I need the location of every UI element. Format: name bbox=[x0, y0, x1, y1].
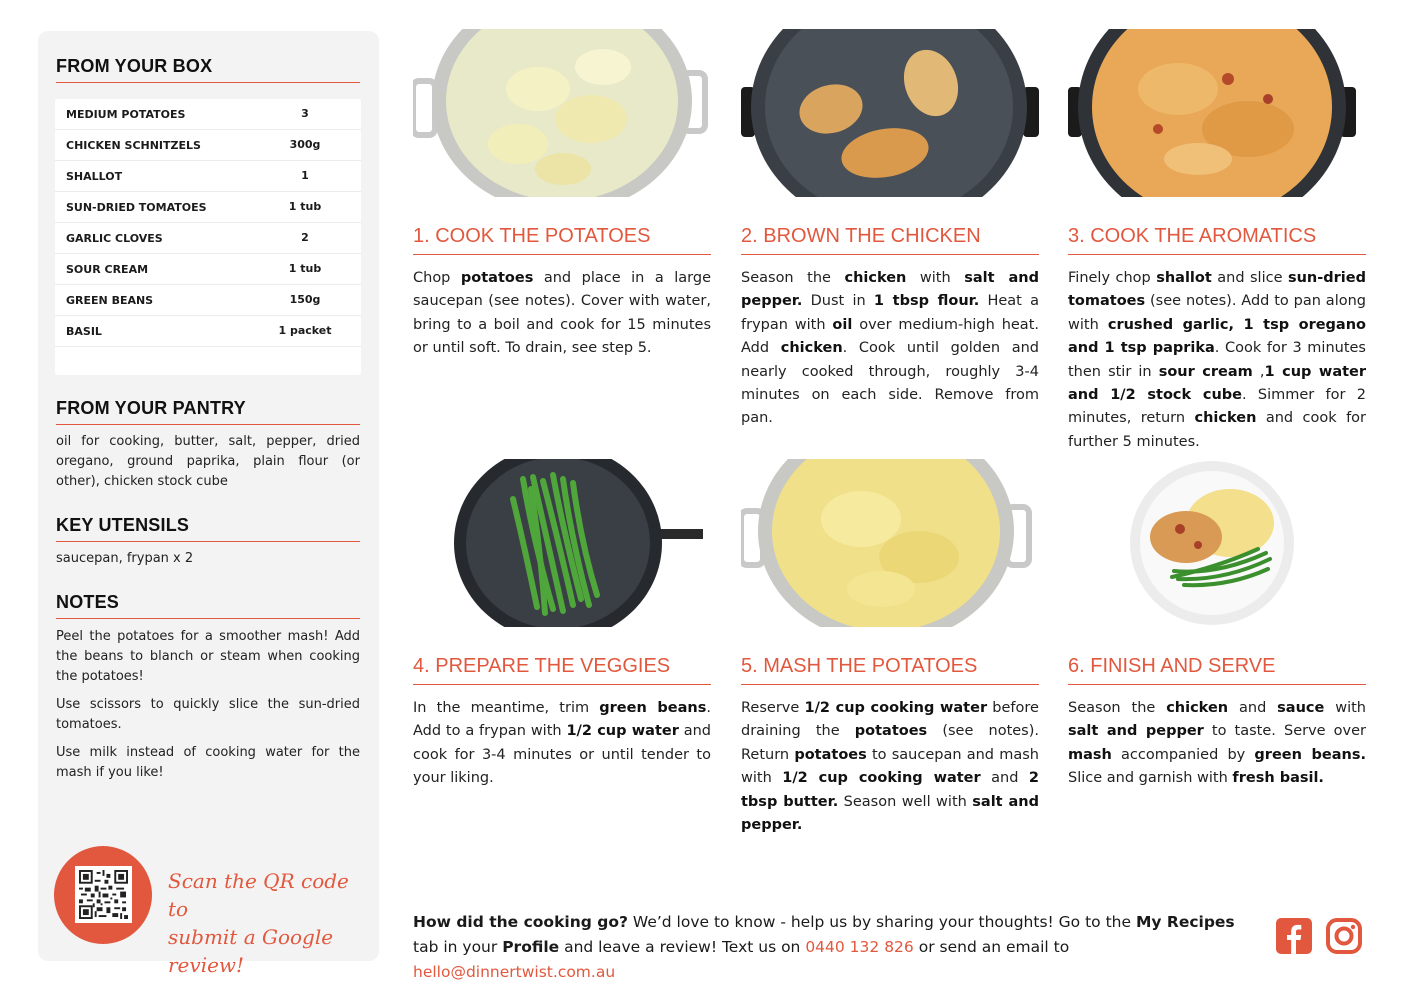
step-text-run: to saucepan and mash with bbox=[741, 746, 1039, 787]
qr-caption bbox=[168, 867, 368, 979]
step-6-title: 6. FINISH AND SERVE bbox=[1068, 655, 1366, 685]
pot-mash-image bbox=[741, 459, 1039, 627]
step-text-emphasis: oil bbox=[832, 316, 853, 333]
step-text-emphasis: potatoes bbox=[460, 270, 534, 286]
step-text-run: and place in a large saucepan (see notes). Cover with water, bring to a boil and cook for 15 minutes or until soft. To drain, see step 5. bbox=[413, 270, 712, 357]
frypan-chicken-image bbox=[741, 29, 1039, 197]
qr-code-icon bbox=[79, 870, 128, 919]
step-text-run: with bbox=[1324, 700, 1366, 716]
ingredient-name: BASIL bbox=[66, 325, 102, 338]
step-text-emphasis: crushed garlic, 1 tsp oregano and 1 tsp paprika bbox=[1068, 316, 1366, 357]
note-item: Use scissors to quickly slice the sun-dried tomatoes. bbox=[56, 697, 360, 732]
facebook-icon-graphic bbox=[1276, 918, 1312, 954]
step-text-run: (see notes). Return bbox=[741, 723, 1039, 763]
step-4-photo bbox=[413, 459, 711, 627]
table-row bbox=[55, 254, 361, 285]
step-text-emphasis: shallot bbox=[1156, 270, 1212, 286]
step-text-run: to taste. Serve over bbox=[1203, 723, 1367, 740]
table-row bbox=[55, 316, 361, 347]
step-text-run: . Add to a frypan with bbox=[413, 700, 711, 740]
pan-aromatics-image bbox=[1068, 29, 1366, 197]
step-text-emphasis: chicken bbox=[844, 270, 907, 286]
step-text-emphasis: potatoes bbox=[854, 723, 928, 740]
ingredient-name: SOUR CREAM bbox=[66, 263, 149, 276]
step-text-run: . Simmer for 2 minutes, return bbox=[1068, 387, 1366, 427]
step-text-run: . Cook until golden and nearly cooked through, roughly 3-4 minutes on each side. Remove from pan. bbox=[741, 340, 1039, 427]
step-5-text bbox=[741, 697, 1039, 837]
plated-meal-image bbox=[1068, 459, 1366, 627]
note-item: Use milk instead of cooking water for the mash if you like! bbox=[56, 745, 360, 780]
step-text-emphasis: fresh basil. bbox=[1232, 770, 1324, 787]
ingredient-qty: 1 tub bbox=[288, 262, 322, 275]
ingredient-qty: 300g bbox=[289, 138, 321, 151]
phone-link[interactable]: 0440 132 826 bbox=[805, 938, 914, 956]
step-text-emphasis: sauce bbox=[1277, 700, 1325, 716]
step-1-photo bbox=[413, 29, 711, 197]
instagram-icon-graphic bbox=[1326, 918, 1362, 954]
step-text-emphasis: salt and pepper. bbox=[741, 270, 1039, 310]
table-row bbox=[55, 223, 361, 254]
step-text-run: In the meantime, trim bbox=[413, 700, 600, 716]
notes-heading: NOTES bbox=[56, 592, 360, 619]
ingredient-qty: 2 bbox=[301, 231, 309, 244]
step-text-run: (see notes). Add to pan along with bbox=[1068, 293, 1366, 333]
step-text-run: and bbox=[980, 770, 1029, 787]
profile-link[interactable]: Profile bbox=[502, 938, 560, 956]
table-row bbox=[55, 192, 361, 223]
table-row bbox=[55, 285, 361, 316]
step-text-emphasis: 1/2 cup cooking water bbox=[804, 700, 988, 716]
step-text-run: . Cook for 3 minutes then stir in bbox=[1068, 340, 1366, 380]
step-text-run: Chop bbox=[413, 270, 461, 286]
ingredient-name: GREEN BEANS bbox=[66, 294, 154, 307]
qr-caption-line: Scan the QR code to bbox=[168, 869, 349, 921]
from-your-box-heading: FROM YOUR BOX bbox=[56, 56, 360, 83]
footer-text: We’d love to know - help us by sharing your thoughts! Go to the bbox=[627, 913, 1136, 931]
step-text-emphasis: chicken bbox=[1194, 410, 1257, 427]
step-text-emphasis: sun-dried tomatoes bbox=[1068, 270, 1366, 310]
key-utensils-heading: KEY UTENSILS bbox=[56, 515, 360, 542]
ingredient-qty: 1 bbox=[301, 169, 309, 182]
ingredient-name: GARLIC CLOVES bbox=[66, 232, 163, 245]
step-2-text bbox=[741, 267, 1039, 431]
review-footer bbox=[413, 910, 1263, 985]
facebook-icon[interactable] bbox=[1276, 918, 1312, 954]
step-text-run: and slice bbox=[1211, 270, 1288, 286]
step-text-run: Heat a frypan with bbox=[741, 293, 1039, 333]
step-text-run: with bbox=[906, 270, 965, 286]
step-1-title: 1. COOK THE POTATOES bbox=[413, 225, 711, 255]
ingredient-qty: 3 bbox=[301, 107, 309, 120]
step-2-title: 2. BROWN THE CHICKEN bbox=[741, 225, 1039, 255]
frypan-green-beans-image bbox=[413, 459, 711, 627]
step-2-photo bbox=[741, 29, 1039, 197]
ingredients-table bbox=[55, 99, 361, 375]
step-text-emphasis: 1/2 cup cooking water bbox=[782, 770, 981, 787]
step-text-emphasis: salt and pepper. bbox=[741, 793, 1039, 834]
step-text-run: , bbox=[1252, 363, 1265, 380]
step-text-run: Reserve bbox=[741, 700, 805, 716]
step-text-run: and cook for 3-4 minutes or until tender to your liking. bbox=[413, 723, 711, 787]
ingredient-name: SUN-DRIED TOMATOES bbox=[66, 201, 207, 214]
step-text-run: before draining the bbox=[741, 700, 1039, 740]
pot-potatoes-image bbox=[413, 29, 711, 197]
my-recipes-link[interactable]: My Recipes bbox=[1135, 913, 1235, 931]
step-text-run: Dust in bbox=[802, 293, 874, 310]
ingredient-name: SHALLOT bbox=[66, 170, 123, 183]
step-text-run: Season the bbox=[741, 270, 845, 286]
footer-question: How did the cooking go? bbox=[413, 913, 628, 931]
step-text-emphasis: chicken bbox=[780, 340, 843, 357]
note-item: Peel the potatoes for a smoother mash! Add the beans to blanch or steam when cooking the potatoes! bbox=[56, 629, 360, 684]
ingredient-qty: 1 packet bbox=[278, 324, 332, 337]
step-6-text bbox=[1068, 697, 1366, 791]
ingredient-qty: 150g bbox=[289, 293, 321, 306]
step-text-emphasis: green beans. bbox=[1254, 746, 1367, 763]
step-text-run: Season well with bbox=[838, 793, 973, 810]
pantry-text: oil for cooking, butter, salt, pepper, dried oregano, ground paprika, plain flour (or other), chicken stock cube bbox=[56, 434, 360, 489]
from-your-pantry-heading: FROM YOUR PANTRY bbox=[56, 398, 360, 425]
step-5-title: 5. MASH THE POTATOES bbox=[741, 655, 1039, 685]
step-text-emphasis: sour cream bbox=[1158, 363, 1253, 380]
step-text-emphasis: potatoes bbox=[794, 746, 867, 763]
step-text-run: and cook for further 5 minutes. bbox=[1068, 410, 1367, 450]
step-4-title: 4. PREPARE THE VEGGIES bbox=[413, 655, 711, 685]
step-3-text bbox=[1068, 267, 1366, 454]
utensils-text: saucepan, frypan x 2 bbox=[56, 551, 194, 566]
table-row bbox=[55, 161, 361, 192]
qr-code-badge[interactable] bbox=[54, 846, 152, 944]
footer-text: and leave a review! Text us on bbox=[559, 938, 806, 956]
step-text-run: accompanied by bbox=[1111, 746, 1255, 763]
step-text-run: Slice and garnish with bbox=[1068, 770, 1233, 787]
step-4-text bbox=[413, 697, 711, 791]
step-6-photo bbox=[1068, 459, 1366, 627]
table-row bbox=[55, 99, 361, 130]
qr-caption-line: submit a Google review! bbox=[168, 925, 334, 977]
step-5-photo bbox=[741, 459, 1039, 627]
step-text-run: over medium-high heat. Add bbox=[741, 316, 1039, 357]
instagram-icon[interactable] bbox=[1326, 918, 1362, 954]
step-text-emphasis: green beans bbox=[599, 700, 707, 716]
ingredients-sidebar bbox=[38, 31, 379, 977]
step-text-run: Season the bbox=[1068, 700, 1167, 716]
step-text-run: and bbox=[1228, 700, 1278, 716]
step-text-run: Finely chop bbox=[1068, 270, 1157, 286]
step-text-emphasis: salt and pepper bbox=[1068, 723, 1204, 740]
step-text-emphasis: 1 tbsp flour. bbox=[873, 293, 980, 310]
step-text-emphasis: mash bbox=[1068, 746, 1112, 763]
qr-code[interactable] bbox=[75, 866, 132, 923]
step-3-photo bbox=[1068, 29, 1366, 197]
ingredient-name: CHICKEN SCHNITZELS bbox=[66, 139, 201, 152]
table-row bbox=[55, 130, 361, 161]
step-text-emphasis: chicken bbox=[1166, 700, 1229, 716]
step-text-emphasis: 1 cup water and 1/2 stock cube bbox=[1068, 363, 1367, 404]
ingredient-qty: 1 tub bbox=[288, 200, 322, 213]
step-3-title: 3. COOK THE AROMATICS bbox=[1068, 225, 1366, 255]
email-link[interactable]: hello@dinnertwist.com.au bbox=[413, 963, 616, 981]
step-text-emphasis: 2 tbsp butter. bbox=[741, 770, 1039, 810]
step-text-emphasis: 1/2 cup water bbox=[566, 723, 679, 740]
step-1-text bbox=[413, 267, 711, 361]
ingredient-name: MEDIUM POTATOES bbox=[66, 108, 186, 121]
footer-text: tab in your bbox=[413, 938, 503, 956]
footer-text: or send an email to bbox=[913, 938, 1070, 956]
